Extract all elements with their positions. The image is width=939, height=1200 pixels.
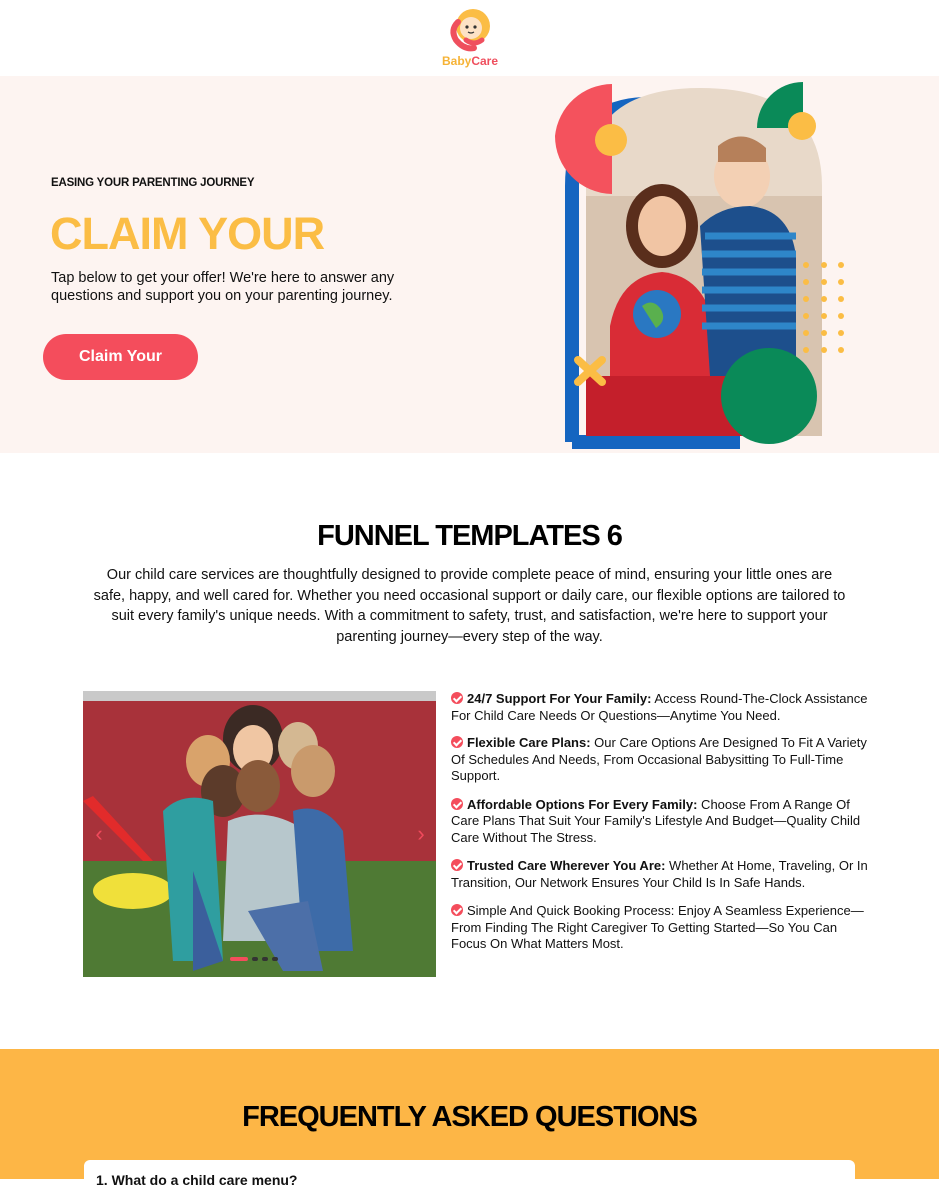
feature-title: 24/7 Support For Your Family: — [467, 691, 652, 706]
hero-subtitle: Tap below to get your offer! We're here to answer any questions and support you on your parenting journey. — [51, 270, 395, 304]
hero-section — [0, 76, 939, 453]
logo-wordmark: BabyCare — [441, 54, 499, 68]
faq-item[interactable] — [84, 1160, 855, 1200]
hero-eyebrow: EASING YOUR PARENTING JOURNEY — [51, 177, 255, 189]
carousel-prev-icon[interactable]: ‹ — [95, 821, 103, 846]
feature-item — [451, 691, 871, 724]
feature-text: Our Care Options Are Designed To Fit A Variety Of Schedules And Needs, From Occasional Babysitting To Full-Time Support. — [451, 735, 867, 783]
feature-item — [451, 797, 871, 847]
faq-section — [0, 1049, 939, 1188]
check-circle-icon — [451, 798, 463, 810]
feature-text: Choose From A Range Of Care Plans That Suit Your Family's Lifestyle And Budget—Quality Child Care Without The Stress. — [451, 796, 861, 845]
check-circle-icon — [451, 859, 463, 871]
check-circle-icon — [451, 904, 463, 916]
feature-title: Trusted Care Wherever You Are: — [467, 858, 666, 873]
feature-item — [451, 858, 871, 891]
babycare-logo[interactable] — [438, 4, 502, 70]
check-circle-icon — [451, 736, 463, 748]
check-circle-icon — [451, 692, 463, 704]
feature-title: Affordable Options For Every Family: — [467, 796, 698, 812]
feature-text: Simple And Quick Booking Process: Enjoy A Seamless Experience—From Finding The Right Caregiver To Getting Started—So You Can Focus On What Matters Most. — [451, 903, 864, 951]
hero-title: CLAIM YOUR — [50, 208, 325, 259]
baby-face-icon — [438, 4, 502, 54]
carousel-dot[interactable] — [230, 957, 248, 961]
carousel-dot[interactable] — [252, 957, 258, 961]
site-header — [0, 0, 939, 76]
hero-illustration — [550, 76, 870, 453]
feature-list — [451, 691, 871, 965]
feature-item — [451, 903, 871, 953]
carousel-dot[interactable] — [272, 957, 278, 961]
family-hug-photo — [83, 691, 436, 977]
faq-title: FREQUENTLY ASKED QUESTIONS — [242, 1101, 697, 1133]
carousel-dot[interactable] — [262, 957, 268, 961]
section-description: Our child care services are thoughtfully designed to provide complete peace of mind, ensuring your little ones are safe, happy, and well cared for. Whether you need occasional support or daily care, our flexible options are tailored to suit every family's unique needs. With a commitment to safety, trust, and satisfaction, we're here to support your parenting journey—every step of the way. — [93, 567, 846, 646]
feature-text: Whether At Home, Traveling, Or In Transition, Our Network Ensures Your Child Is In Safe Hands. — [451, 858, 868, 890]
claim-offer-button[interactable]: Claim Your — [43, 334, 198, 380]
image-carousel[interactable] — [83, 691, 436, 977]
carousel-dots — [230, 957, 278, 963]
faq-question: 1. What do a child care menu? — [96, 1172, 298, 1188]
feature-text: Access Round-The-Clock Assistance For Child Care Needs Or Questions—Anytime You Need. — [451, 691, 868, 723]
feature-title: Flexible Care Plans: — [467, 735, 591, 750]
feature-item — [451, 735, 871, 785]
section-title: FUNNEL TEMPLATES 6 — [317, 520, 622, 552]
carousel-next-icon[interactable]: › — [417, 821, 425, 846]
